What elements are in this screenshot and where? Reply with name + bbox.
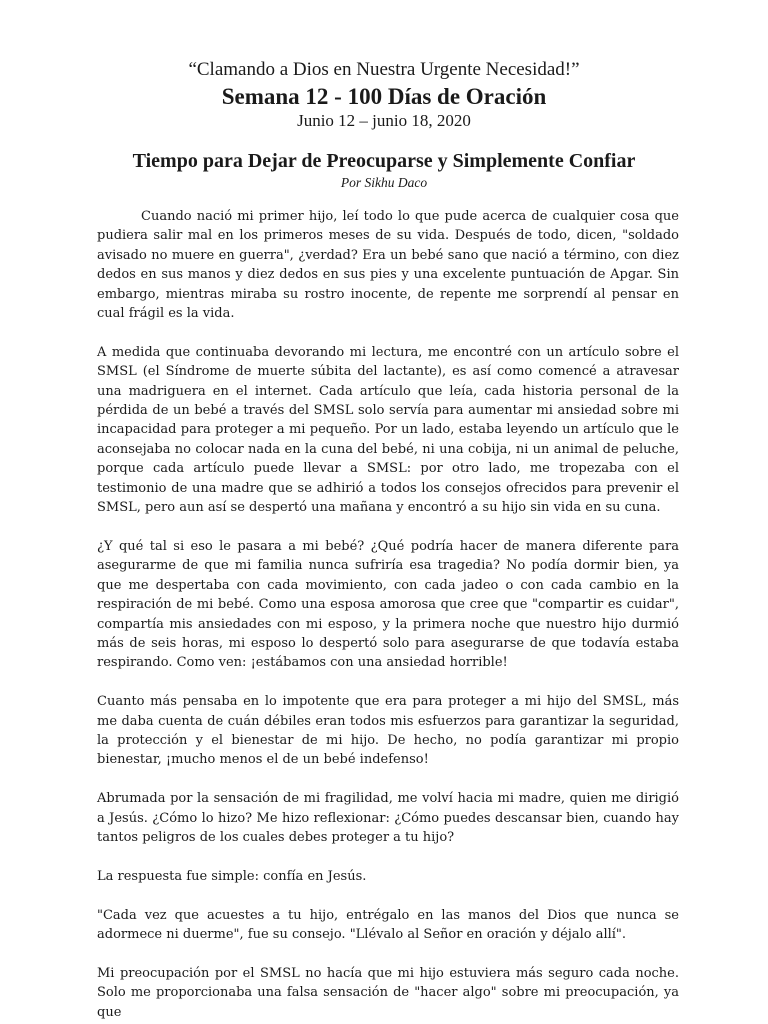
paragraph-3: ¿Y qué tal si eso le pasara a mi bebé? ¿Qué podría hacer de manera diferente para asegurarme de que mi familia nunca sufriría esa tragedia? No podía dormir bien, ya que me despertaba con cada movimiento, con cada jadeo o con cada cambio en la respiración de mi bebé. Como una esposa amorosa que cree que "compartir es cuidar", compartía mis ansiedades con mi esposo, y la primera noche que nuestro hijo durmió más de seis horas, mi esposo lo despertó solo para asegurarse de que todavía estaba respirando. Como ven: ¡estábamos con una ansiedad horrible! <box>97 538 679 671</box>
article-author: Por Sikhu Daco <box>340 175 428 190</box>
paragraph-2: A medida que continuaba devorando mi lectura, me encontré con un artículo sobre el SMSL (el Síndrome de muerte súbita del lactante), es así como comencé a atravesar una madriguera en el internet. Cada artículo que leía, cada historia personal de la pérdida de un bebé a través del SMSL solo servía para aumentar mi ansiedad sobre mi incapacidad para proteger a mi pequeño. Por un lado, estaba leyendo un artículo que le aconsejaba no colocar nada en la cuna del bebé, ni una cobija, ni un animal de peluche, porque cada artículo puede llevar a SMSL: por otro lado, me tropezaba con el testimonio de una madre que se adhirió a todos los consejos ofrecidos para prevenir el SMSL, pero aun así se despertó una mañana y encontró a su hijo sin vida en su cuna. <box>97 344 679 516</box>
paragraph-6: La respuesta fue simple: confía en Jesús. <box>97 868 367 884</box>
header-tagline: “Clamando a Dios en Nuestra Urgente Necesidad!” <box>188 59 580 80</box>
week-title: Semana 12 - 100 Días de Oración <box>221 84 547 109</box>
paragraph-1: Cuando nació mi primer hijo, leí todo lo que pude acerca de cualquier cosa que pudiera salir mal en los primeros meses de su vida. Después de todo, dicen, "soldado avisado no muere en guerra", ¿verdad? Era un bebé sano que nació a término, con diez dedos en sus manos y diez dedos en sus pies y una excelente puntuación de Apgar. Sin embargo, mientras miraba su rostro inocente, de repente me sorprendí al pensar en cual frágil es la vida. <box>97 209 679 322</box>
date-range: Junio 12 – junio 18, 2020 <box>297 111 471 130</box>
article-body <box>97 207 679 1022</box>
article-title: Tiempo para Dejar de Preocuparse y Simplemente Confiar <box>132 150 636 172</box>
paragraph-7: "Cada vez que acuestes a tu hijo, entrégalo en las manos del Dios que nunca se adormece ni duerme", fue su consejo. "Llévalo al Señor en oración y déjalo allí". <box>97 907 679 942</box>
paragraph-8: Mi preocupación por el SMSL no hacía que mi hijo estuviera más seguro cada noche. Solo me proporcionaba una falsa sensación de "hacer algo" sobre mi preocupación, ya que <box>97 965 679 1020</box>
paragraph-4: Cuanto más pensaba en lo impotente que era para proteger a mi hijo del SMSL, más me daba cuenta de cuán débiles eran todos mis esfuerzos para garantizar la seguridad, la protección y el bienestar de mi hijo. De hecho, no podía garantizar mi propio bienestar, ¡mucho menos el de un bebé indefenso! <box>97 694 679 768</box>
paragraph-5: Abrumada por la sensación de mi fragilidad, me volví hacia mi madre, quien me dirigió a Jesús. ¿Cómo lo hizo? Me hizo reflexionar: ¿Cómo puedes descansar bien, cuando hay tantos peligros de los cuales debes proteger a tu hijo? <box>97 791 679 845</box>
